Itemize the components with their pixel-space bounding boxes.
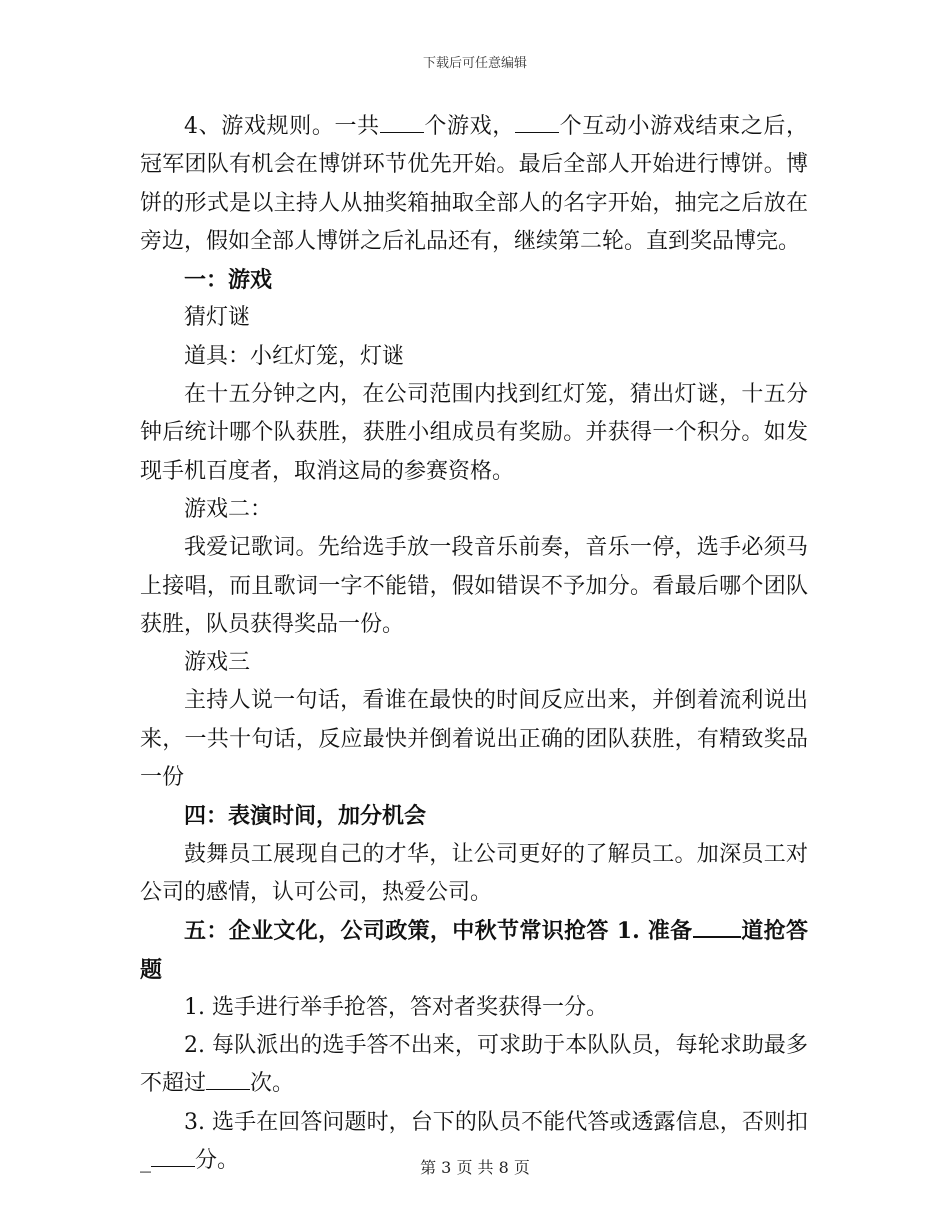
quiz-rule-2: 2. 每队派出的选手答不出来，可求助于本队队员，每轮求助最多不超过 次。 [140, 1033, 808, 1097]
rules-paragraph: 4、游戏规则。一共 个游戏， 个互动小游戏结束之后，冠军团队有机会在博饼环节优先开始。最后全部人开始进行博饼。博饼的形式是以主持人从抽奖箱抽取全部人的名字开始，抽完之后放在旁边，假如全部人博饼之后礼品还有，继续第二轮。直到奖品博完。 [140, 108, 808, 261]
section-heading-games: 一：游戏 [184, 267, 273, 294]
section-heading-performance: 四：表演时间，加分机会 [184, 803, 427, 830]
blank-line [380, 109, 424, 133]
game3-title: 游戏三 [184, 650, 251, 676]
blank-line [515, 109, 559, 133]
blank-line [693, 913, 741, 938]
game1-props: 道具：小红灯笼，灯谜 [184, 343, 405, 369]
page-header: 下载后可任意编辑 [422, 56, 527, 71]
quiz-rule-1: 1. 选手进行举手抢答，答对者奖获得一分。 [184, 994, 608, 1020]
game3-description: 主持人说一句话，看谁在最快的时间反应出来，并倒着流利说出来，一共十句话，反应最快并倒着说出正确的团队获胜，有精致奖品一份 [140, 688, 808, 791]
blank-line [206, 1066, 250, 1090]
performance-description: 鼓舞员工展现自己的才华，让公司更好的了解员工。加深员工对公司的感情，认可公司，热爱公司。 [140, 841, 808, 905]
game2-title: 游戏二： [184, 496, 273, 522]
page-footer: 第 3 页 共 8 页 [420, 1158, 530, 1177]
game1-description: 在十五分钟之内，在公司范围内找到红灯笼，猜出灯谜，十五分钟后统计哪个队获胜，获胜小组成员有奖励。并获得一个积分。如发现手机百度者，取消这局的参赛资格。 [140, 382, 808, 484]
game2-description: 我爱记歌词。先给选手放一段音乐前奏，音乐一停，选手必须马上接唱，而且歌词一字不能错，假如错误不予加分。看最后哪个团队获胜，队员获得奖品一份。 [140, 535, 808, 637]
game1-title: 猜灯谜 [184, 305, 251, 331]
page-content [140, 108, 808, 1180]
section-heading-quiz: 五：企业文化，公司政策，中秋节常识抢答 1. 准备 道抢答题 [140, 912, 808, 989]
quiz-rule-3: 3. 选手在回答问题时，台下的队员不能代答或透露信息，否则扣_ 分。 [140, 1109, 808, 1174]
